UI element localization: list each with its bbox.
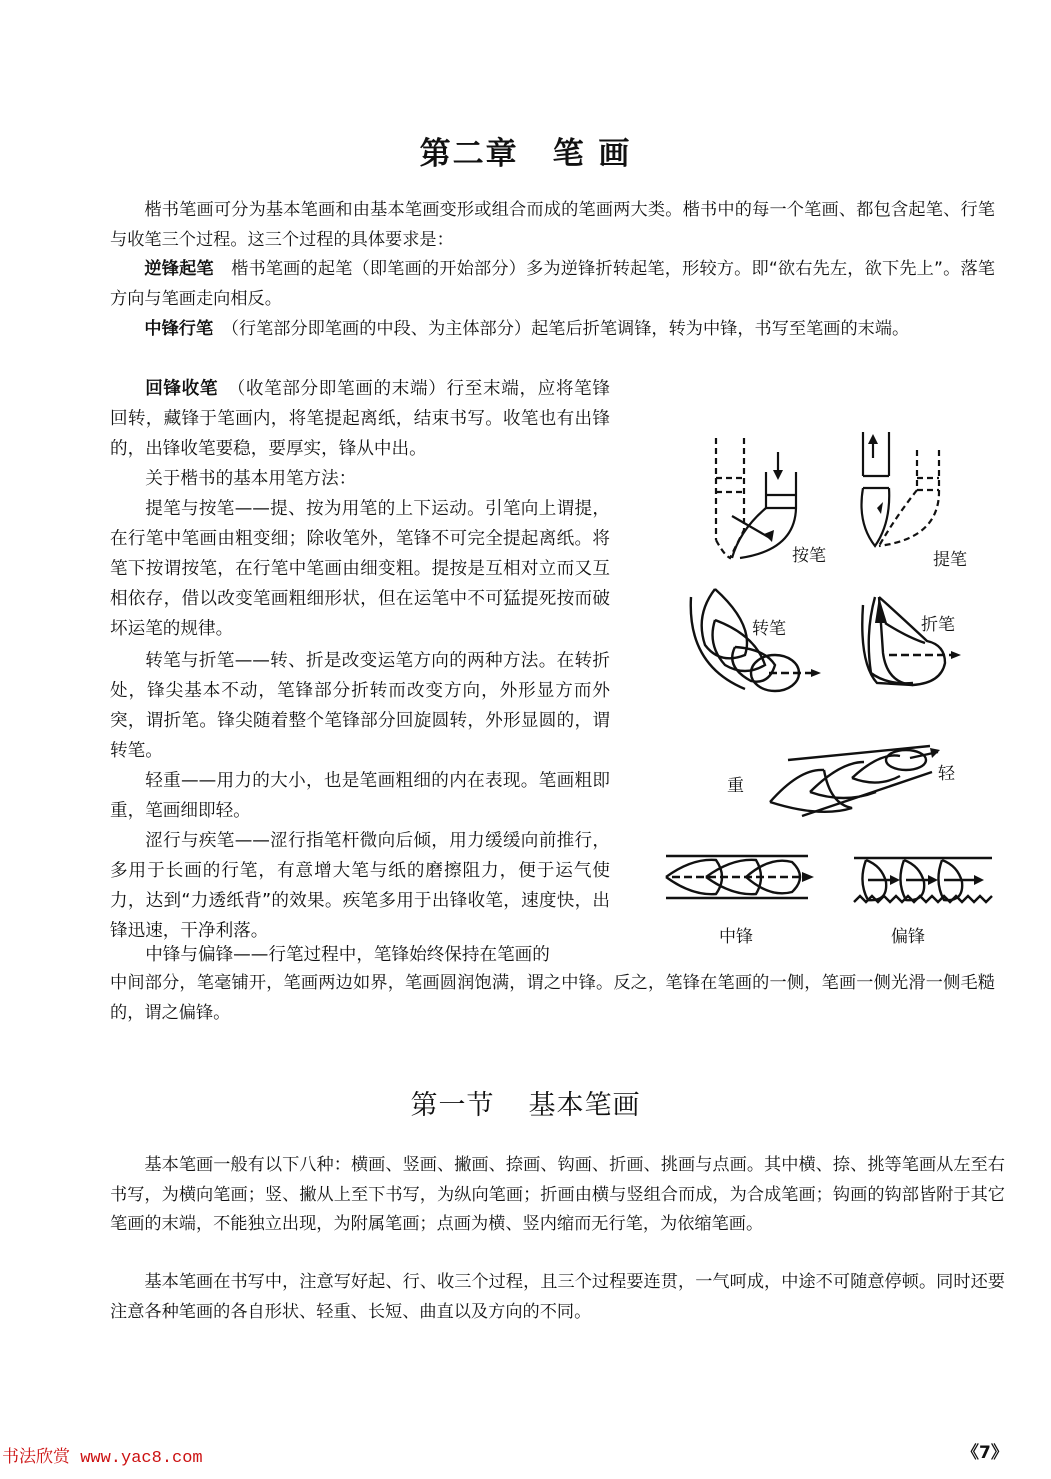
- ti-bi-diagram: [855, 428, 950, 553]
- paragraph-zhuanzhe: 转笔与折笔——转、折是改变运笔方向的两种方法。在转折处，锋尖基本不动，笔锋部分折转而改变方向，外形显方而外突，谓折笔。锋尖随着整个笔锋部分回旋圆转，外形显圆的，谓转笔。: [110, 651, 610, 761]
- intro-paragraph-huifeng: [110, 374, 610, 464]
- pian-feng-diagram: [852, 854, 1000, 910]
- term-nifeng-body: 楷书笔画的起笔（即笔画的开始部分）多为逆锋折转起笔，形较方。即“欲右先左，欲下先上”。落笔方向与笔画走向相反。: [110, 259, 995, 309]
- paragraph-zhongpian-start: 中锋与偏锋——行笔过程中，笔锋始终保持在笔画的: [145, 945, 550, 965]
- qing-zhong-diagram: [760, 732, 940, 822]
- label-zhong-feng: 中锋: [719, 927, 753, 947]
- term-zhongfeng-xingbi: 中锋行笔: [144, 319, 214, 339]
- label-ti-bi: 提笔: [933, 550, 967, 570]
- paragraph-qingzhong: 轻重——用力的大小，也是笔画粗细的内在表现。笔画粗即重，笔画细即轻。: [110, 771, 610, 821]
- section-title: [0, 1083, 1051, 1122]
- intro-paragraph-1: 楷书笔画可分为基本笔画和由基本笔画变形或组合而成的笔画两大类。楷书中的每一个笔画、都包含起笔、行笔与收笔三个过程。这三个过程的具体要求是：: [110, 200, 995, 250]
- term-huifeng-shoubi: 回锋收笔: [145, 379, 219, 399]
- watermark-url[interactable]: www.yac8.com: [70, 1449, 203, 1468]
- paragraph-tian: 提笔与按笔——提、按为用笔的上下运动。引笔向上谓提，在行笔中笔画由粗变细；除收笔外，笔锋不可完全提起离纸。将笔下按谓按笔，在行笔中笔画由细变粗。提按是互相对立而又互相依存，借以改变笔画粗细形状，但在运笔中不可猛提死按而破坏运笔的规律。: [110, 499, 610, 639]
- section-paragraph-2: 基本笔画在书写中，注意写好起、行、收三个过程，且三个过程要连贯，一气呵成，中途不可随意停顿。同时还要注意各种笔画的各自形状、轻重、长短、曲直以及方向的不同。: [110, 1272, 1005, 1322]
- zhuan-bi-diagram: [685, 585, 825, 700]
- label-pian-feng: 偏锋: [891, 927, 925, 947]
- intro-paragraph-nifeng: [110, 255, 995, 314]
- section-name: 基本笔画: [528, 1090, 641, 1121]
- label-qing: 轻: [938, 764, 955, 784]
- section-number: 第一节: [410, 1090, 495, 1121]
- page-number: 《7》: [962, 1443, 1008, 1463]
- term-huifeng-body: （收笔部分即笔画的末端）行至末端，应将笔锋回转，藏锋于笔画内，将笔提起离纸，结束书写。收笔也有出锋的，出锋收笔要稳，要厚实，锋从中出。: [110, 379, 610, 459]
- zhe-bi-diagram: [857, 593, 967, 693]
- watermark-text: 书法欣赏: [2, 1447, 70, 1467]
- section-paragraph-1: 基本笔画一般有以下八种：横画、竖画、撇画、捺画、钩画、折画、挑画与点画。其中横、捺、挑等笔画从左至右书写，为横向笔画；竖、撇从上至下书写，为纵向笔画；折画由横与竖组合而成，为合成笔画；钩画的钩部皆附于其它笔画的末端，不能独立出现，为附属笔画；点画为横、竖内缩而无行笔，为依缩笔画。: [110, 1155, 1005, 1234]
- term-zhongfeng-body: （行笔部分即笔画的中段、为主体部分）起笔后折笔调锋，转为中锋，书写至笔画的末端。: [213, 319, 910, 339]
- zhong-feng-diagram: [662, 852, 817, 902]
- label-zhuan-bi: 转笔: [752, 619, 786, 639]
- term-nifeng-qibi: 逆锋起笔: [144, 259, 214, 279]
- label-an-bi: 按笔: [792, 546, 826, 566]
- intro-paragraph-methods: 关于楷书的基本用笔方法：: [145, 469, 357, 489]
- label-zhong: 重: [727, 776, 744, 796]
- paragraph-sexing: 涩行与疾笔——涩行指笔杆微向后倾，用力缓缓向前推行，多用于长画的行笔，有意增大笔与纸的磨擦阻力，便于运气使力，达到“力透纸背”的效果。疾笔多用于出锋收笔，速度快，出锋迅速，干净利落。: [110, 831, 610, 941]
- chapter-name: 笔 画: [552, 136, 632, 172]
- label-zhe-bi: 折笔: [921, 615, 955, 635]
- paragraph-zhongpian-rest: 中间部分，笔毫铺开，笔画两边如界，笔画圆润饱满，谓之中锋。反之，笔锋在笔画的一侧，笔画一侧光滑一侧毛糙的，谓之偏锋。: [110, 973, 995, 1023]
- chapter-title: [0, 128, 1051, 173]
- watermark: [2, 1442, 203, 1468]
- chapter-number: 第二章: [419, 136, 519, 172]
- intro-paragraph-zhongfeng: [110, 315, 995, 345]
